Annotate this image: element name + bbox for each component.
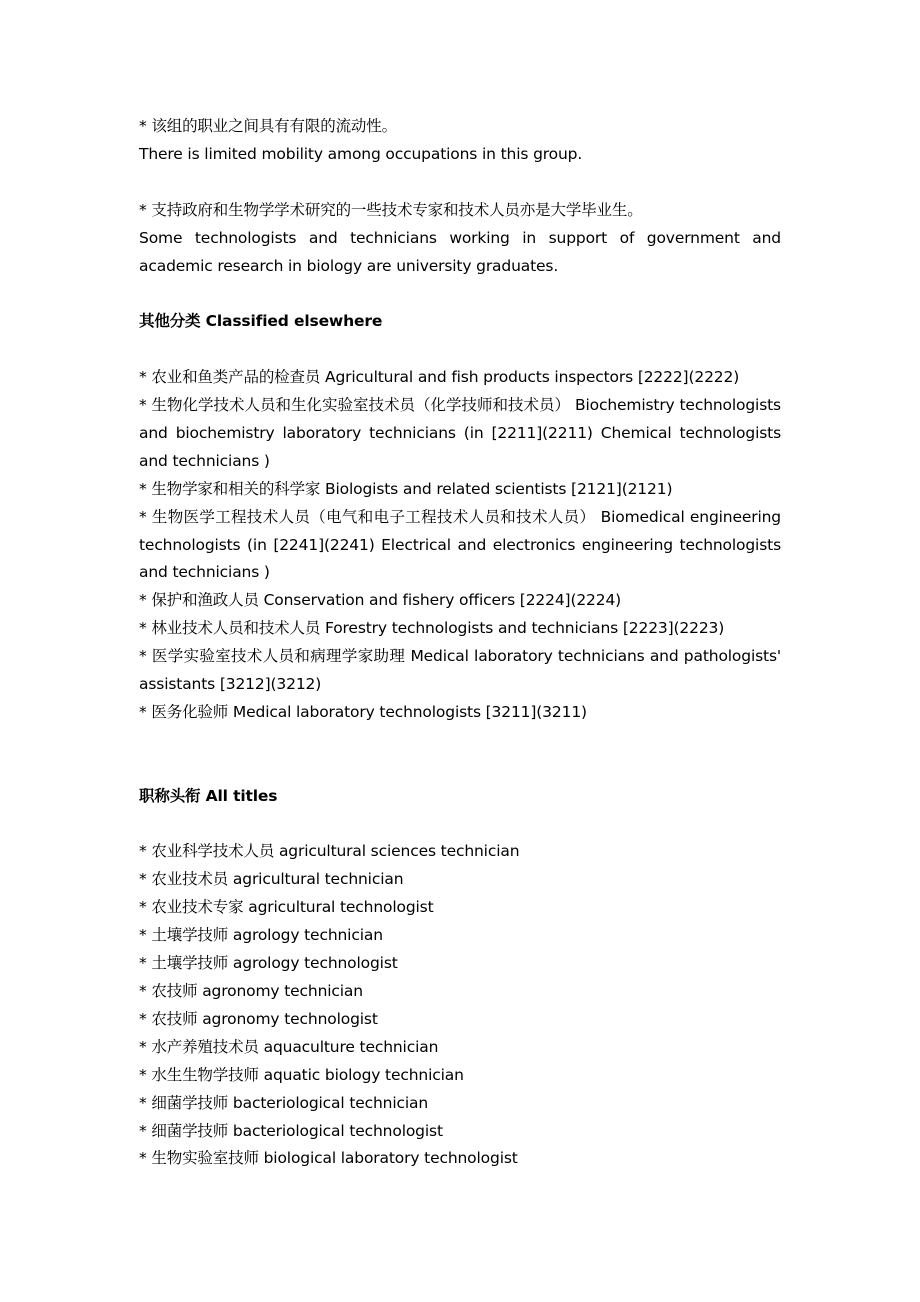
list-item: * 农业和鱼类产品的检查员 Agricultural and fish products inspectors [2222](2222) <box>139 368 740 387</box>
spacer <box>139 169 781 197</box>
list-item: * 水产养殖技术员 aquaculture technician <box>139 1037 439 1056</box>
note-2-chinese: * 支持政府和生物学学术研究的一些技术专家和技术人员亦是大学毕业生。 <box>139 200 643 219</box>
classified-elsewhere-list <box>139 364 781 727</box>
list-item: * 农技师 agronomy technician <box>139 982 363 1001</box>
list-item: * 保护和渔政人员 Conservation and fishery officers [2224](2224) <box>139 591 622 610</box>
list-item: * 生物化学技术人员和生化实验室技术员（化学技师和技术员） Biochemistry technologists and biochemistry laboratory technicians (in [2211](2211) Chemical technologists and technicians ) <box>139 396 781 470</box>
spacer <box>139 280 781 308</box>
spacer <box>139 727 781 783</box>
list-item: * 生物实验室技师 biological laboratory technologist <box>139 1149 518 1168</box>
all-titles-heading: 职称头衔 All titles <box>139 786 278 805</box>
document-page <box>139 113 781 1173</box>
note-1-english: There is limited mobility among occupations in this group. <box>139 144 583 163</box>
spacer <box>139 811 781 839</box>
note-2-english: Some technologists and technicians working in support of government and academic research in biology are university graduates. <box>139 228 781 275</box>
list-item: * 农业技术专家 agricultural technologist <box>139 898 434 917</box>
list-item: * 农业科学技术人员 agricultural sciences technician <box>139 842 520 861</box>
list-item: * 土壤学技师 agrology technologist <box>139 954 398 973</box>
list-item: * 农技师 agronomy technologist <box>139 1009 378 1028</box>
all-titles-list <box>139 838 781 1173</box>
list-item: * 医务化验师 Medical laboratory technologists [3211](3211) <box>139 702 587 721</box>
list-item: * 水生生物学技师 aquatic biology technician <box>139 1065 464 1084</box>
list-item: * 医学实验室技术人员和病理学家助理 Medical laboratory technicians and pathologists' assistants [3212](3212) <box>139 647 781 694</box>
spacer <box>139 336 781 364</box>
list-item: * 林业技术人员和技术人员 Forestry technologists and technicians [2223](2223) <box>139 619 725 638</box>
list-item: * 农业技术员 agricultural technician <box>139 870 404 889</box>
list-item: * 土壤学技师 agrology technician <box>139 926 383 945</box>
list-item: * 生物医学工程技术人员（电气和电子工程技术人员和技术人员） Biomedical engineering technologists (in [2241](2241) Electrical and electronics engineering technologists and technicians ) <box>139 507 781 582</box>
list-item: * 细菌学技师 bacteriological technician <box>139 1093 429 1112</box>
note-1-chinese: * 该组的职业之间具有有限的流动性。 <box>139 117 397 135</box>
list-item: * 生物学家和相关的科学家 Biologists and related scientists [2121](2121) <box>139 479 673 498</box>
classified-elsewhere-heading: 其他分类 Classified elsewhere <box>139 312 383 331</box>
list-item: * 细菌学技师 bacteriological technologist <box>139 1121 443 1140</box>
